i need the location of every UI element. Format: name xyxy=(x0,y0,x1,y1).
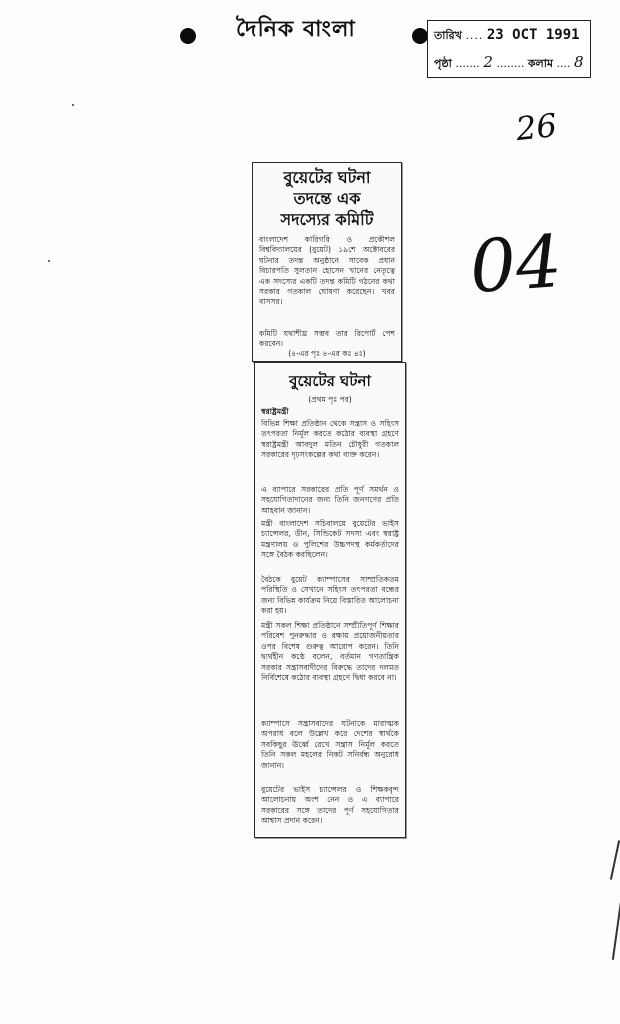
clipping-paragraph: বুয়েটের ভাইস চ্যান্সেলর ও শিক্ষকবৃন্দ আলোচনায় অংশ নেন ও এ ব্যাপারে সরকারের সঙ্গে তাদের পূর্ণ সহযোগিতার আশ্বাস প্রদান করেন। xyxy=(261,785,399,826)
headline-line: সদস্যের কমিটি xyxy=(280,210,374,229)
clipping-paragraph: বিভিন্ন শিক্ষা প্রতিষ্ঠান থেকে সন্ত্রাস ও সহিংস তৎপরতা নির্মূল করতে কঠোর ব্যবস্থা গ্রহণে স্বরাষ্ট্রমন্ত্রী আবদুল মতিন চৌধুরী গতকাল সরকারের দৃঢ়সংকল্পের কথা ব্যক্ত করেন। xyxy=(261,419,399,460)
stamp-date-label: তারিখ xyxy=(434,29,462,42)
clipping-paragraph: বাংলাদেশ কারিগরি ও প্রকৌশল বিশ্ববিদ্যালয়ের (বুয়েট) ১৯শে অক্টোবরের ঘটনার তদন্ত অনুষ্ঠানে সাবেক প্রধান বিচারপতি সুলতান হোসেন খানের নেতৃত্বে এক সদস্যের একটি তদন্ত কমিটি গঠনের কথা সরকার গতকাল ঘোষণা করেছেন। খবর বাসসর। xyxy=(259,235,395,307)
handwritten-reference-mark: 04 xyxy=(467,218,565,310)
stamp-page-value: 2 xyxy=(483,53,493,71)
news-clipping-main xyxy=(252,162,402,362)
headline-line: বুয়েটের ঘটনা xyxy=(283,168,371,187)
headline-line: তদন্তে এক xyxy=(293,189,361,208)
scan-edge-mark xyxy=(610,840,620,879)
clipping-paragraph: বৈঠকে বুয়েট ক্যাম্পাসের সাম্প্রতিকতম পরিস্থিতি ও সেখানে সহিংস তৎপরতা বন্ধের জন্য বিভিন্ন কার্যক্রম নিয়ে বিস্তারিত আলোচনা করা হয়। xyxy=(261,575,399,616)
clipping-headline xyxy=(253,167,401,230)
date-stamp xyxy=(427,20,591,78)
clipping-paragraph: কমিটি যথাশীঘ্র সম্ভব তার রিপোর্ট পেশ করবেন। xyxy=(259,329,395,349)
scan-speck xyxy=(48,260,50,262)
clipping-paragraph: মন্ত্রী সকল শিক্ষা প্রতিষ্ঠানে সম্প্রীতিপূর্ণ শিক্ষার পরিবেশ পুনরুদ্ধার ও রক্ষায় প্রয়োজনীয়তার ওপর বিশেষ গুরুত্ব আরোপ করেন। তিনি দ্ব্যর্থহীন কণ্ঠে বলেন, বর্তমান গণতান্ত্রিক সরকার সন্ত্রাসবাদীদের বিরুদ্ধে তাদের দলমত নির্বিশেষে কঠোর ব্যবস্থা গ্রহণে দ্বিধা করবে না। xyxy=(261,621,399,683)
punch-hole-right xyxy=(412,28,428,44)
clipping-headline: বুয়েটের ঘটনা xyxy=(289,372,371,390)
clipping-subhead: স্বরাষ্ট্রমন্ত্রী xyxy=(261,407,289,416)
stamp-page-label: পৃষ্ঠা xyxy=(434,57,452,70)
scan-speck xyxy=(72,104,74,106)
clipping-paragraph: মন্ত্রী বাংলাদেশ সচিবালয়ে বুয়েটের ভাইস চ্যান্সেলর, ডীন, সিন্ডিকেট সদস্য এবং স্বরাষ্ট্র মন্ত্রণালয় ও পুলিশের উচ্চপদস্থ কর্মকর্তাদের সঙ্গে বৈঠক করছিলেন। xyxy=(261,519,399,560)
scan-edge-mark xyxy=(612,900,620,960)
punch-hole-left xyxy=(180,28,196,44)
handwritten-sheet-number: 26 xyxy=(514,105,559,149)
stamp-date-row: তারিখ .... 23 OCT 1991 xyxy=(434,27,580,43)
continued-from-note: (প্রথম পৃঃ পর) xyxy=(308,395,352,404)
continuation-note: (৪-এর পৃঃ ৪-এর কঃ ৪ঃ) xyxy=(288,349,366,358)
stamp-date-value: 23 OCT 1991 xyxy=(486,27,580,43)
clipping-paragraph: এ ব্যাপারে সরকারের প্রতি পূর্ণ সমর্থন ও সহযোগিতাদানের জন্য তিনি জনগণের প্রতি আহবান জানান। xyxy=(261,485,399,515)
newspaper-masthead: দৈনিক বাংলা xyxy=(236,16,356,42)
news-clipping-continuation xyxy=(254,362,406,838)
stamp-page-row: পৃষ্ঠা ....... 2 ........ কলাম .... 8 xyxy=(434,53,584,71)
clipping-paragraph: ক্যাম্পাসে সন্ত্রাসবাদের ঘটনাকে মারাত্মক অপরাধ বলে উল্লেখ করে দেশের স্বার্থকে সবকিছুর ঊর্ধ্বে রেখে সন্ত্রাস নির্মূল করতে তিনি সকল মহলের নিকট সনির্বন্ধ অনুরোধ জানান। xyxy=(261,719,399,770)
stamp-column-label: কলাম xyxy=(527,57,554,70)
stamp-column-value: 8 xyxy=(574,53,584,71)
